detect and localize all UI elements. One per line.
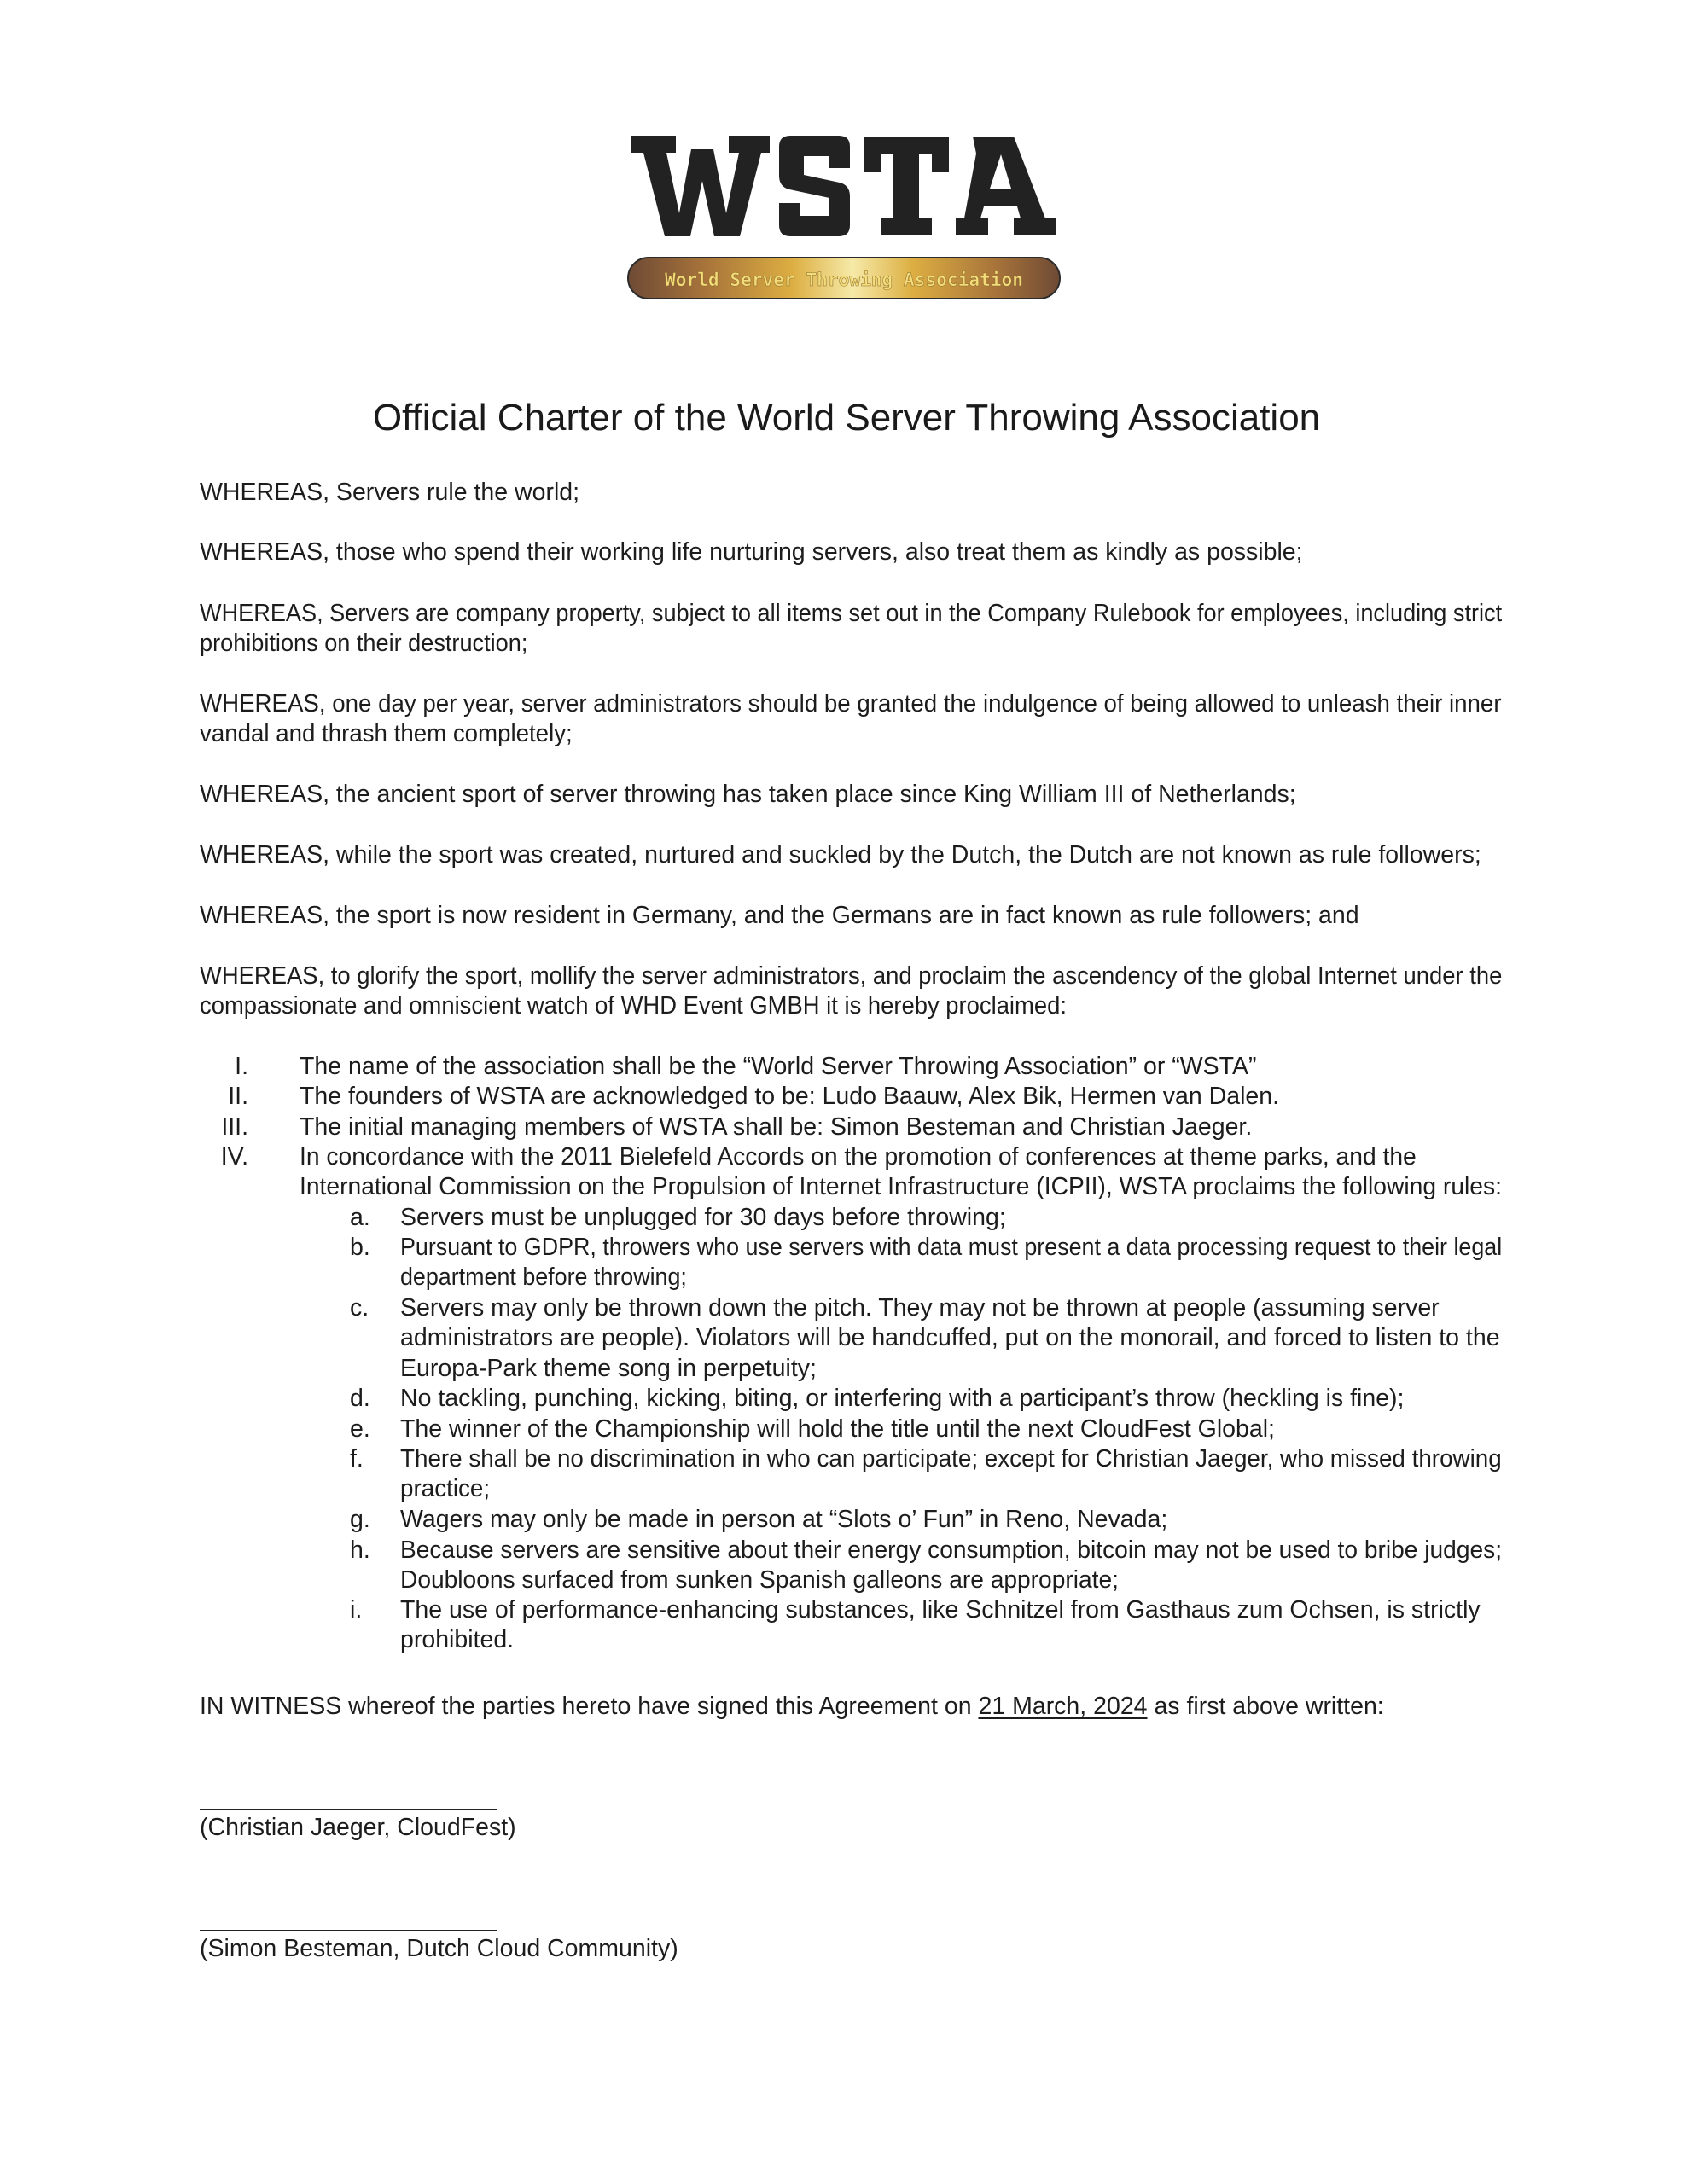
text-line: There shall be no discrimination in who can participate; except for Christian Jaeger, who missed throwing <box>400 1445 1502 1472</box>
article-text <box>300 1082 1279 1112</box>
text-line: Europa-Park theme song in perpetuity; <box>400 1354 817 1382</box>
rule-text <box>400 1384 1404 1414</box>
text-line: The founders of WSTA are acknowledged to be: Ludo Baauw, Alex Bik, Hermen van Dalen. <box>300 1083 1280 1110</box>
text-line: practice; <box>400 1475 491 1503</box>
rule-text <box>400 1414 1275 1444</box>
page-title: Official Charter of the World Server Throwing Association <box>372 397 1321 439</box>
text-line: vandal and thrash them completely; <box>200 720 573 748</box>
signatory-1-name: (Christian Jaeger, CloudFest) <box>200 1814 516 1841</box>
text-line: WHEREAS, to glorify the sport, mollify the server administrators, and proclaim the ascendency of the global Internet under the <box>200 962 1503 990</box>
text-line: Servers must be unplugged for 30 days before throwing; <box>400 1204 1006 1231</box>
text-line: The winner of the Championship will hold the title until the next CloudFest Global; <box>400 1415 1275 1443</box>
text-line: compassionate and omniscient watch of WHD Event GMBH it is hereby proclaimed: <box>200 992 1067 1020</box>
rule-text <box>400 1233 1569 1293</box>
rule-text <box>400 1536 1516 1596</box>
logo-ribbon-text: World Server Throwing Association <box>665 270 1023 290</box>
rule-text <box>400 1505 1167 1535</box>
witness-statement <box>200 1692 1384 1722</box>
signatory-2-name: (Simon Besteman, Dutch Cloud Community) <box>200 1935 678 1962</box>
signature-line-2 <box>200 1930 497 1931</box>
rule-letter: g. <box>350 1506 370 1533</box>
whereas-clause <box>200 780 1296 810</box>
whereas-clause <box>200 599 1568 659</box>
text-line: Pursuant to GDPR, throwers who use servers with data must present a data processing request to their legal <box>400 1234 1503 1261</box>
rule-letter: h. <box>350 1536 370 1564</box>
wsta-logo <box>623 128 1067 307</box>
article-number: I. <box>235 1053 248 1080</box>
text-line: In concordance with the 2011 Bielefeld Accords on the promotion of conferences at theme parks, and the <box>300 1143 1417 1170</box>
rule-text <box>400 1293 1500 1384</box>
text-line: department before throwing; <box>400 1263 687 1292</box>
whereas-clause <box>200 537 1303 567</box>
text-line: Because servers are sensitive about their energy consumption, bitcoin may not be used to bribe judges; <box>400 1536 1503 1564</box>
text-line: International Commission on the Propulsion of Internet Infrastructure (ICPII), WSTA proclaims the following rules: <box>300 1173 1502 1201</box>
text-line: WHEREAS, Servers rule the world; <box>200 479 580 506</box>
text-line: Doubloons surfaced from sunken Spanish galleons are appropriate; <box>400 1566 1119 1594</box>
article-number: IV. <box>220 1143 248 1170</box>
article-text <box>300 1142 1513 1203</box>
rule-letter: a. <box>350 1204 370 1231</box>
rule-letter: c. <box>350 1294 369 1321</box>
text-line: administrators are people). Violators will be handcuffed, put on the monorail, and forced to listen to the <box>400 1324 1500 1352</box>
text-line: No tackling, punching, kicking, biting, or interfering with a participant’s throw (heckling is fine); <box>400 1385 1405 1412</box>
text-line: Servers may only be thrown down the pitch. They may not be thrown at people (assuming server <box>400 1294 1440 1321</box>
whereas-clause <box>200 901 1359 931</box>
text-line: WHEREAS, the ancient sport of server throwing has taken place since King William III of Netherlands; <box>200 781 1296 808</box>
logo-letter-s <box>779 136 850 236</box>
witness-text-after: as first above written: <box>1147 1693 1384 1720</box>
text-line: Wagers may only be made in person at “Slots o’ Fun” in Reno, Nevada; <box>400 1506 1168 1533</box>
rule-text <box>400 1595 1481 1656</box>
rule-letter: b. <box>350 1234 370 1261</box>
agreement-date: 21 March, 2024 <box>978 1693 1148 1720</box>
wsta-logo-graphic <box>623 128 1067 307</box>
rule-text <box>400 1203 1006 1233</box>
text-line: prohibited. <box>400 1626 515 1654</box>
rule-letter: f. <box>350 1445 364 1472</box>
text-line: WHEREAS, those who spend their working life nurturing servers, also treat them as kindly as possible; <box>200 538 1303 566</box>
text-line: prohibitions on their destruction; <box>200 630 528 658</box>
logo-letter-a <box>956 136 1056 235</box>
rule-letter: e. <box>350 1415 370 1443</box>
article-text <box>300 1112 1252 1142</box>
rule-letter: i. <box>350 1596 363 1623</box>
whereas-clause <box>200 689 1541 750</box>
signature-line-1 <box>200 1809 497 1810</box>
text-line: WHEREAS, while the sport was created, nurtured and suckled by the Dutch, the Dutch are not known as rule followers; <box>200 841 1481 868</box>
text-line: WHEREAS, one day per year, server administrators should be granted the indulgence of being allowed to unleash their inner <box>200 690 1502 717</box>
text-line: The use of performance-enhancing substances, like Schnitzel from Gasthaus zum Ochsen, is strictly <box>400 1596 1481 1623</box>
logo-letter-t <box>864 136 949 235</box>
witness-text-before: IN WITNESS whereof the parties hereto have signed this Agreement on <box>200 1693 979 1720</box>
text-line: The initial managing members of WSTA shall be: Simon Besteman and Christian Jaeger. <box>300 1113 1253 1141</box>
text-line: The name of the association shall be the “World Server Throwing Association” or “WSTA” <box>300 1053 1257 1080</box>
text-line: WHEREAS, the sport is now resident in Germany, and the Germans are in fact known as rule followers; and <box>200 902 1359 929</box>
article-number: II. <box>228 1083 248 1110</box>
whereas-clause <box>200 961 1554 1022</box>
text-line: WHEREAS, Servers are company property, subject to all items set out in the Company Rulebook for employees, including strict <box>200 600 1503 627</box>
logo-letter-w <box>631 136 770 236</box>
whereas-clause <box>200 478 579 508</box>
rule-letter: d. <box>350 1385 370 1412</box>
article-number: III. <box>221 1113 248 1141</box>
rule-text <box>400 1444 1529 1505</box>
whereas-clause <box>200 840 1481 870</box>
article-text <box>300 1052 1256 1082</box>
